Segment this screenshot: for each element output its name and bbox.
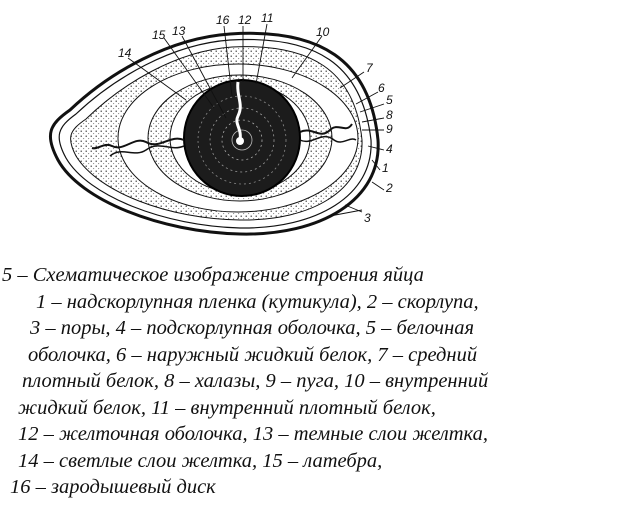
caption-line: 5 – Схематическое изображение строения яйца <box>2 264 424 286</box>
label-13: 13 <box>172 24 186 38</box>
label-14: 14 <box>118 46 132 60</box>
label-12: 12 <box>238 13 252 27</box>
label-3: 3 <box>364 211 371 225</box>
label-10: 10 <box>316 25 330 39</box>
label-8: 8 <box>386 108 393 122</box>
egg-structure-diagram <box>0 0 624 250</box>
caption-line: 14 – светлые слои желтка, 15 – латебра, <box>18 449 383 472</box>
caption-line: 12 – желточная оболочка, 13 – темные слои желтка, <box>18 423 488 445</box>
caption-line: 3 – поры, 4 – подскорлупная оболочка, 5 – белочная <box>30 317 475 339</box>
germinal-disc <box>236 137 244 145</box>
label-5: 5 <box>386 93 393 107</box>
caption-line: плотный белок, 8 – халазы, 9 – пуга, 10 – внутренний <box>22 370 489 392</box>
caption-line: 1 – надскорлупная пленка (кутикула), 2 – скорлупа, <box>36 290 479 313</box>
label-6: 6 <box>378 81 385 95</box>
label-4: 4 <box>386 142 393 156</box>
label-9: 9 <box>386 122 393 136</box>
caption-line: оболочка, 6 – наружный жидкий белок, 7 – средний <box>28 343 478 366</box>
label-16: 16 <box>216 13 230 27</box>
label-1: 1 <box>382 161 389 175</box>
label-11: 11 <box>261 11 274 25</box>
caption-line: жидкий белок, 11 – внутренний плотный белок, <box>18 396 436 419</box>
label-15: 15 <box>152 28 166 42</box>
label-2: 2 <box>386 181 393 195</box>
label-7: 7 <box>366 61 373 75</box>
caption-line: 16 – зародышевый диск <box>10 476 216 498</box>
